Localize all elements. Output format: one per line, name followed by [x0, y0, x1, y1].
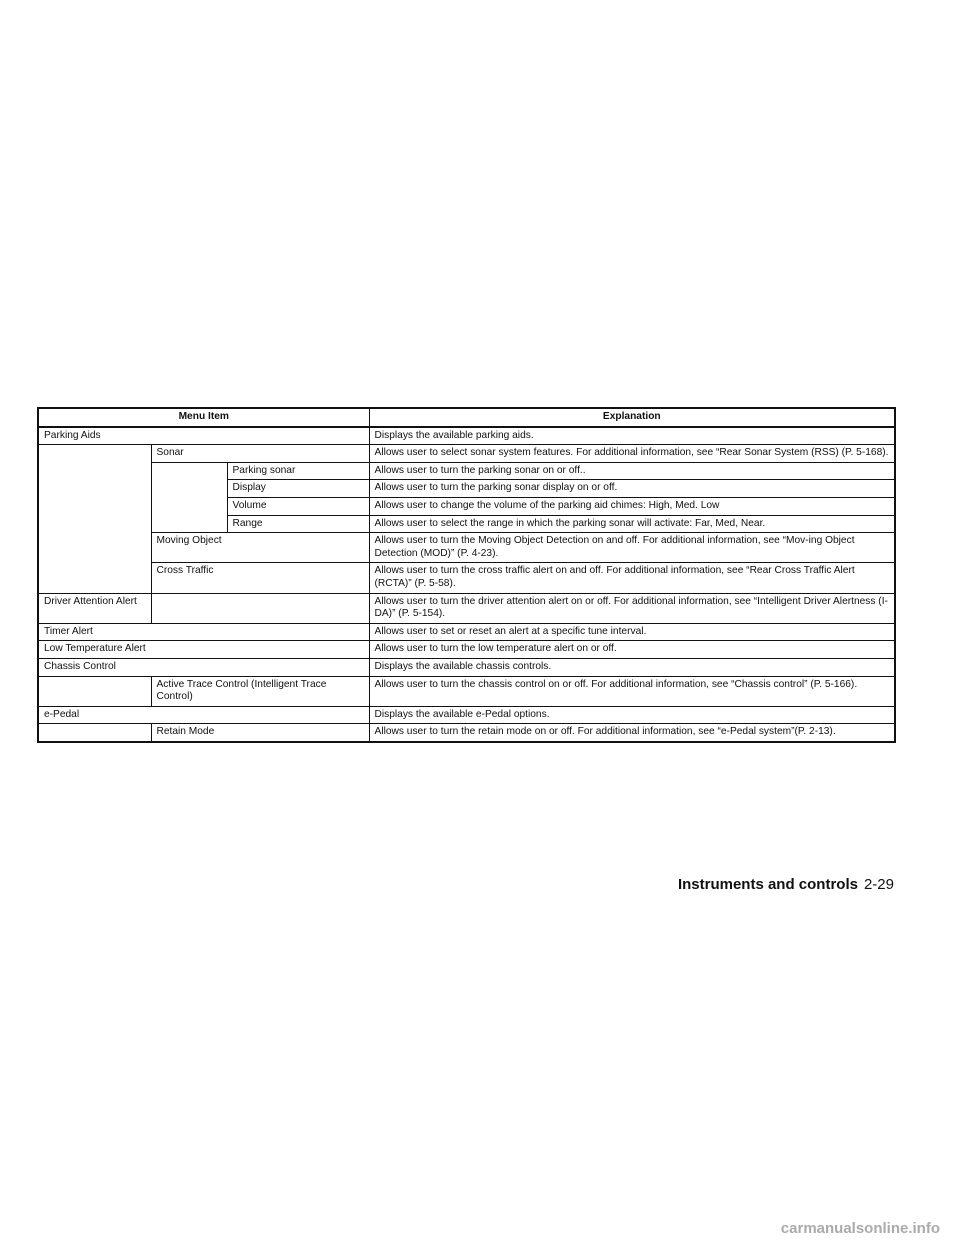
indent-cell — [38, 724, 151, 742]
explanation-cell: Allows user to turn the driver attention alert on or off. For additional information, see “Intelligent Driver Alertness (I-DA)” (P. 5-154). — [369, 593, 895, 623]
menu-item-cell: Low Temperature Alert — [38, 641, 369, 659]
explanation-cell: Allows user to turn the cross traffic alert on and off. For additional information, see “Rear Cross Traffic Alert (RCTA)” (P. 5-58). — [369, 563, 895, 593]
explanation-cell: Displays the available e-Pedal options. — [369, 706, 895, 724]
table-row — [38, 706, 895, 724]
table-row — [38, 623, 895, 641]
table-row — [38, 533, 895, 563]
table-row — [38, 445, 895, 463]
page-number: 2-29 — [863, 876, 894, 893]
explanation-cell: Displays the available parking aids. — [369, 427, 895, 445]
indent-cell — [38, 533, 151, 563]
indent-cell — [38, 497, 151, 515]
menu-item-cell: Driver Attention Alert — [38, 593, 151, 623]
menu-item-cell: Cross Traffic — [151, 563, 369, 593]
menu-table — [37, 407, 896, 743]
indent-cell — [151, 480, 227, 498]
header-explanation: Explanation — [369, 408, 895, 427]
header-menu-item: Menu Item — [38, 408, 369, 427]
explanation-cell: Allows user to turn the retain mode on or off. For additional information, see “e-Pedal system”(P. 2-13). — [369, 724, 895, 742]
menu-item-cell: Chassis Control — [38, 658, 369, 676]
menu-item-cell: Parking sonar — [227, 462, 369, 480]
page-footer — [678, 876, 894, 893]
table-row — [38, 676, 895, 706]
menu-item-cell: Volume — [227, 497, 369, 515]
indent-cell — [151, 497, 227, 515]
menu-item-cell: Timer Alert — [38, 623, 369, 641]
explanation-cell: Allows user to change the volume of the parking aid chimes: High, Med. Low — [369, 497, 895, 515]
menu-item-cell: Retain Mode — [151, 724, 369, 742]
indent-cell — [38, 515, 151, 533]
table-row — [38, 462, 895, 480]
indent-cell — [151, 462, 227, 480]
menu-item-cell: Parking Aids — [38, 427, 369, 445]
indent-cell — [151, 515, 227, 533]
explanation-cell: Allows user to turn the Moving Object Detection on and off. For additional information, see “Mov-ing Object Detection (MOD)” (P. 4-23). — [369, 533, 895, 563]
table-row — [38, 515, 895, 533]
indent-cell — [38, 480, 151, 498]
explanation-cell: Allows user to turn the chassis control on or off. For additional information, see “Chassis control” (P. 5-166). — [369, 676, 895, 706]
explanation-cell: Displays the available chassis controls. — [369, 658, 895, 676]
explanation-cell: Allows user to select the range in which the parking sonar will activate: Far, Med, Near. — [369, 515, 895, 533]
table-row — [38, 724, 895, 742]
table-row — [38, 427, 895, 445]
empty-cell — [151, 593, 369, 623]
watermark: carmanualsonline.info — [780, 1220, 940, 1237]
menu-item-cell: Active Trace Control (Intelligent Trace Control) — [151, 676, 369, 706]
table-row — [38, 658, 895, 676]
table-row — [38, 497, 895, 515]
menu-item-cell: Display — [227, 480, 369, 498]
menu-item-cell: Sonar — [151, 445, 369, 463]
explanation-cell: Allows user to set or reset an alert at a specific tune interval. — [369, 623, 895, 641]
menu-item-cell: e-Pedal — [38, 706, 369, 724]
indent-cell — [38, 676, 151, 706]
table-header-row — [38, 408, 895, 427]
indent-cell — [38, 563, 151, 593]
table-row — [38, 641, 895, 659]
explanation-cell: Allows user to turn the parking sonar on or off.. — [369, 462, 895, 480]
table-row — [38, 563, 895, 593]
table-row — [38, 480, 895, 498]
explanation-cell: Allows user to turn the low temperature alert on or off. — [369, 641, 895, 659]
menu-item-cell: Moving Object — [151, 533, 369, 563]
explanation-cell: Allows user to turn the parking sonar display on or off. — [369, 480, 895, 498]
explanation-cell: Allows user to select sonar system features. For additional information, see “Rear Sonar System (RSS) (P. 5-168). — [369, 445, 895, 463]
menu-item-cell: Range — [227, 515, 369, 533]
indent-cell — [38, 462, 151, 480]
section-title: Instruments and controls — [677, 876, 858, 893]
indent-cell — [38, 445, 151, 463]
table-row — [38, 593, 895, 623]
